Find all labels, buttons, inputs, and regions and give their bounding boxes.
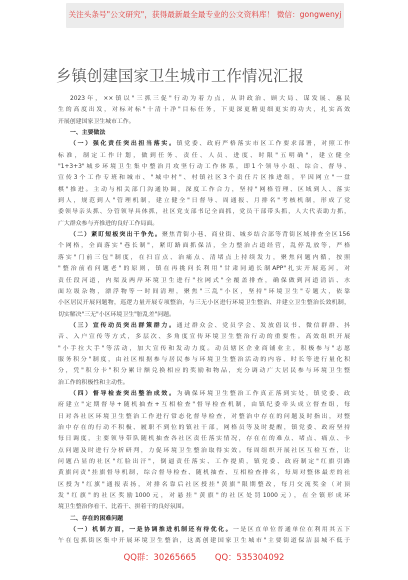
body-line [58,321,350,332]
body-line: 日对各社区环境卫生整治工作进行常态化督导检查，对整治中存在的问题及时指出，对整 [58,413,350,420]
body-line: 棋"推进。主动与相关部门沟通协调，深度工作合力，坚持"网格管理、区域到人、落实 [58,186,350,193]
footer-contact [0,551,408,563]
body-line-text: 为确保环境卫生整治工作真正落到实处，镇党委、政 [176,390,350,397]
body-line: 黄旗问责"挂旗督导机制，综合督导检查、随机抽查、互相检查排名，每周对整体最差的社 [58,470,350,477]
body-line-text: 聚焦背街小巷、商业街、城乡结合部等背街区域排查全区156 [161,232,350,239]
document-body [58,94,350,548]
body-line: 2023年，××镇以"三抓三促"行动为着力点，从讲政治、顾大局、谋发展、惠民 [70,96,350,102]
body-line: 境卫生整治你看干、比着干、拼着干的良好氛围。 [58,504,188,511]
body-line: 广大群众参与齐推进的良好工作局面。 [58,220,159,227]
body-line: 治中存在的行动不积极、履职不到位的镇社干部，网格员等及时提醒，镇党委、政府坚持 [58,424,350,431]
body-line [58,389,350,400]
body-line: 责任段河道，内渠及两岸环境卫生进行"拉网式"全覆盖排查，确保做到河道清洁、水 [58,277,350,284]
body-line: 小区居民开展问题物，巡逻力量开展专项整治，与三无小区进行环境卫生整治、并建立卫生整治长效机制， [58,300,350,307]
body-line: 分，凭"积分卡"积分累计额兑换相应的奖励和物品，充分调动广大居民参与环境卫生整 [58,368,350,375]
subsection-lead: （四）督导检查突出整治成效。 [70,390,177,397]
footer-qq-group: QQ群：30265665 [123,552,197,562]
body-line: 生的高度出发，对标对标"十清十净"目标任务，下更深更精更细更实的功夫，扎实高效 [58,107,350,114]
body-line: 面垃圾杂物，漂浮物等一时间清理，聚焦"三乱"小区，坚持"环境卫生"专题大，依靠 [58,288,350,295]
section-heading: 二、存在的困难问题 [70,515,124,522]
subsection-lead: （二）紧盯短板突出干争先。 [70,232,162,239]
body-line: 个网格，全面落实"巷长制"，紧盯路面抓保洁，全力整治占道经营，乱停乱放等，严格 [58,243,350,250]
banner-text: 关注头条号"公文研究"，获得最新最全最专业的公文资料库！ 微信：gongwenyj [68,10,342,19]
body-line-text: 一是区直单位普通单位在利用其五下 [232,527,350,534]
body-line [58,525,350,536]
body-line: 府建立"定期督导+随机抽查+互相检查"督导检查机制，由镇纪委牵头成立督查组，每 [58,402,350,409]
body-line: 问题凸显的社区"红脸出汗"，倒逼责任落实、工作提质，镇党委、政府制定"红旗引路 [58,459,350,465]
subsection-lead: （一）强化责任突出担当落实。 [70,141,177,148]
body-line: 开展创建国家卫生城市工作。 [58,118,135,125]
body-line: 音、入户宣传等方式，多层次、多角度宣传环境卫生整治行动的重要性。高效组织开展 [58,334,350,341]
body-line: "整治前看问题老"的原则，镇在再挑问长利用"甘肃同通长制APP"扎实开展巡河，对 [58,266,350,273]
body-line: 标准，制定工作计划，做到任务、责任、人员、进度、时限"五明确"，建立健全 [58,152,350,159]
body-line: 宣传3个工作专班和城市、"城中村"、村镇社区3个责任片区推进组，平因网立"一盘 [58,175,350,182]
body-line [58,139,350,150]
body-line: 点问题及时进行分析研判，力促环境卫生整治取得实效。每周组织开展社区互检互查，让 [58,447,350,454]
body-line: 治工作的积极性和主动性。 [58,379,129,386]
body-line: 服务积分"制度，由社区根据参与居民参与环境卫生整治活动的内容、时长等进行量化积 [58,356,350,363]
document-title: 乡镇创建国家卫生城市工作情况汇报 [56,67,304,85]
section-heading: 一、主要做法 [70,130,106,137]
body-line [58,230,350,241]
body-line: 每日调度，主要领导带队随机抽查各社区责任落实情况，存在在的难点、堵点、痛点、卡 [58,436,350,443]
subsection-lead: （三）宣传动员突出群策群力。 [70,322,177,329]
body-line: 发"红旗"的社区奖励1000元，对悬挂"黄旗"的社区处罚1000元），在全镇形成环 [58,493,350,500]
body-line-text: 通过群众会、党员学会、发放倡议书、微信群群、抖 [176,322,350,329]
body-line: 切实解决"三无"小区环境卫生"脏乱差"问题。 [58,311,175,318]
body-line: 委领导亲头抓、分管领导具体抓，社区党支部书记全面抓，党员干部带头抓，人大代表助力抓， [58,209,350,216]
body-line: "1+3+3"城乡环境卫生集中整治月攻坚行动工作体系，即1个领导小组、综合、督导、 [58,164,350,171]
body-line: "小手拉大手"等活动，加大宣传和发动力度。动员辖区企业商铺业主，积极参与"志愿 [58,345,350,352]
body-line: 午在包抓街区集中开展环境卫生整治，这离创建国家卫生城市"主要街道保洁县城不低于 [58,538,350,545]
body-line-text: 镇党委、政府严格落实市区工作要求部署，对照工作 [176,141,350,148]
body-line: 区授为"红旗"通报表扬，对排名靠后社区授挂"黄旗"限期整改，每月交流奖金（对顶 [58,481,350,488]
subsection-lead: （一）机制方面，一是协调推进机制还有待优化。 [70,527,233,534]
body-line: 落实"门前三包"制度，在扫盲点、治痛点、清堵点上持续发力，聚焦问题内循，按照 [58,254,350,261]
footer-qq: QQ：535304092 [214,552,285,562]
body-line: 到人，规范到人"管理机制，建立健全"日督导、周通报、月排名"考核机制，形成了党 [58,198,350,205]
promo-banner [66,3,344,28]
